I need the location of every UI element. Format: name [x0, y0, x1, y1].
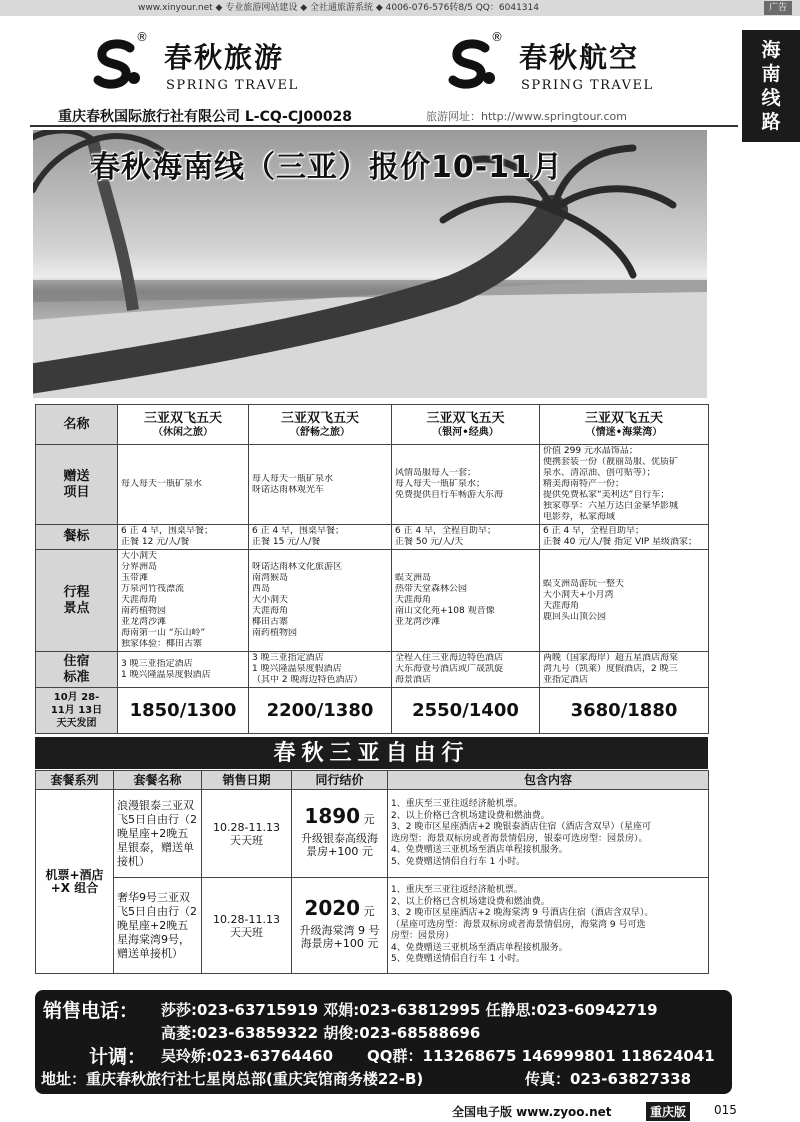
- free-package-name: 奢华9号三亚双飞5日自由行（2晚星座+2晚五星海棠湾9号，赠送单接机）: [114, 878, 202, 974]
- company-name: 重庆春秋国际旅行社有限公司 L-CQ-CJ00028: [58, 109, 353, 125]
- package-name: 三亚双飞五天: [426, 411, 505, 426]
- sale-date-range: 10.28-11.13: [213, 912, 280, 926]
- cell-line: 分界洲岛: [121, 562, 158, 572]
- departure-dates: [36, 688, 118, 734]
- cell-line: 每人每天一瓶矿泉水；: [395, 479, 486, 489]
- cell-line: 5、免费赠送情侣自行车 1 小时。: [391, 954, 526, 965]
- cell-line: 免费提供自行车畅游大东海: [395, 490, 504, 500]
- cell-line: 价值 299 元水晶饰品；: [543, 446, 638, 456]
- cell-line: 3 晚三亚指定酒店: [121, 658, 193, 669]
- hotel-cell: [540, 652, 709, 688]
- cell-line: 亚指定酒店: [543, 675, 589, 685]
- hotel-cell: [392, 652, 540, 688]
- upgrade-line: 升级海棠湾 9 号: [299, 923, 380, 937]
- package-subtitle: （休闲之旅）: [153, 427, 213, 438]
- sale-date: [202, 878, 292, 974]
- cell-line: 3、2 晚市区星座酒店+2 晚海棠湾 9 号酒店住宿（酒店含双早）。: [391, 908, 654, 919]
- cell-line: 正餐 50 元/人/天: [395, 537, 464, 547]
- section-tab-char: 路: [761, 111, 781, 133]
- cell-line: 5、免费赠送情侣自行车 1 小时。: [391, 856, 526, 867]
- cell-line: 玉带滩: [121, 573, 149, 583]
- cell-line: 天涯海角: [252, 606, 289, 616]
- cell-line: 天涯海角: [121, 595, 158, 605]
- table-row: [36, 790, 709, 878]
- cell-line: 南湾猴岛: [252, 573, 289, 583]
- fax: 传真：023-63827338: [525, 1070, 692, 1088]
- cell-line: 鹿回头山顶公园: [543, 611, 607, 622]
- cell-line: 热带天堂森林公园: [395, 584, 468, 594]
- cell-line: 泉水、清凉油、创可贴等）；: [543, 468, 656, 478]
- cell-line: 4、免费赠送三亚机场至酒店单程接机服务。: [391, 942, 568, 953]
- section-tab-char: 南: [761, 63, 781, 85]
- table-row: [36, 688, 709, 734]
- sales-phone-label: 销售电话：: [43, 1000, 139, 1022]
- package-subtitle: （情迷•海棠湾）: [585, 427, 663, 438]
- cell-line: 1、重庆至三亚往返经济舱机票。: [391, 799, 523, 809]
- meal-cell: [118, 525, 249, 550]
- spring-travel-logo: [90, 30, 330, 94]
- sales-phones-line[interactable]: 高菱:023-63859322 胡俊:023-68588696: [161, 1024, 481, 1042]
- page-number: 015: [714, 1103, 737, 1117]
- row-label-line: 10月 28-: [53, 692, 100, 703]
- cell-line: 正餐 40 元/人/餐 指定 VIP 星级酒家；: [543, 537, 698, 547]
- meal-cell: [249, 525, 392, 550]
- cell-line: 大小洞天+小月湾: [543, 589, 614, 600]
- row-label-line: 天天发团: [56, 718, 97, 729]
- spring-air-logo: [445, 30, 685, 94]
- logo-cn-name: 春秋航空: [519, 41, 640, 74]
- cell-line: 正餐 15 元/人/餐: [252, 537, 321, 547]
- column-header: 套餐名称: [114, 771, 202, 790]
- cell-line: 3、2 晚市区星座酒店+2 晚银泰酒店住宿（酒店含双早）（星座可: [391, 822, 651, 832]
- cell-line: 2、以上价格已含机场建设费和燃油费。: [391, 896, 550, 907]
- spring-logo-icon: [445, 38, 499, 92]
- cell-line: 大小洞天: [252, 595, 289, 605]
- gift-cell: [118, 445, 249, 525]
- package-header: [118, 405, 249, 445]
- table-row: [36, 550, 709, 652]
- row-label-line: 赠送: [63, 468, 90, 484]
- cell-line: 6 正 4 早，围桌早餐；: [121, 526, 214, 536]
- header-divider: [30, 125, 738, 127]
- row-label-line: 行程: [63, 584, 90, 600]
- cell-line: 房型：园景房）: [391, 931, 455, 942]
- package-price: 2550/1400: [392, 688, 540, 734]
- table-row: [36, 878, 709, 974]
- cell-line: 1、重庆至三亚往返经济舱机票。: [391, 885, 523, 896]
- registered-mark: ®: [491, 30, 503, 44]
- trade-price: [292, 790, 388, 878]
- cell-line: 蜈支洲岛游玩一整天: [543, 578, 625, 589]
- row-label-line: 项目: [63, 484, 90, 500]
- cell-line: 提供免费私家“美利达”自行车；: [543, 490, 670, 500]
- cell-line: 风情岛服每人一套；: [395, 468, 477, 478]
- table-row: [36, 445, 709, 525]
- row-label-line: 标准: [63, 669, 90, 685]
- cell-line: 椰田古寨: [252, 617, 289, 627]
- price-value: 1890: [304, 803, 361, 828]
- cell-line: 海南第一山 “东山岭”: [121, 628, 206, 638]
- cell-line: （其中 2 晚海边特色酒店）: [252, 675, 363, 685]
- package-price-table: [35, 404, 709, 734]
- sights-cell: [249, 550, 392, 652]
- column-header: 同行结价: [292, 771, 388, 790]
- cell-line: 6 正 4 早，全程自助早；: [395, 526, 497, 536]
- cell-line: 精美海南特产一份；: [543, 479, 625, 489]
- cell-line: 两晚（国家海岸）超五星酒店海棠: [543, 653, 679, 663]
- section-tab-char: 海: [761, 39, 781, 61]
- package-price: 3680/1880: [540, 688, 709, 734]
- sale-date-frequency: 天天班: [230, 833, 263, 847]
- row-label-line: 住宿: [63, 653, 90, 669]
- column-header: 套餐系列: [36, 771, 114, 790]
- row-label-line: 11月 13日: [50, 705, 103, 716]
- trade-price: [292, 878, 388, 974]
- gift-cell: [249, 445, 392, 525]
- row-label-hotel: [36, 652, 118, 688]
- cell-line: 每人每天一瓶矿泉水: [121, 479, 203, 489]
- upgrade-line: 升级银泰高级海: [301, 831, 378, 845]
- table-row: [36, 652, 709, 688]
- planner-phone[interactable]: 吴玲娇:023-63764460: [161, 1047, 334, 1065]
- cell-line: 湾九号（凯莱）度假酒店，2 晚三: [543, 664, 678, 674]
- cell-line: 南山文化苑+108 观音像: [395, 606, 495, 616]
- package-subtitle: （舒畅之旅）: [290, 427, 350, 438]
- hotel-cell: [249, 652, 392, 688]
- address: 地址：重庆春秋旅行社七星岗总部(重庆宾馆商务楼22-B): [41, 1070, 424, 1088]
- sales-phones-line[interactable]: 莎莎:023-63715919 邓娟:023-63812995 任静思:023-60942719: [161, 1001, 658, 1019]
- package-series: 机票+酒店+X 组合: [36, 790, 114, 974]
- cell-line: 天涯海角: [543, 600, 580, 611]
- cell-line: 独家体验：椰田古寨: [121, 639, 203, 649]
- qq-groups[interactable]: QQ群：113268675 146999801 118624041: [367, 1047, 715, 1065]
- logo-en-name: SPRING TRAVEL: [521, 78, 654, 93]
- cell-line: 大东海壹号酒店或广晟凯旋: [395, 664, 504, 674]
- meal-cell: [392, 525, 540, 550]
- cell-line: 海景酒店: [395, 675, 432, 685]
- row-label-sights: [36, 550, 118, 652]
- hero-title: 春秋海南线（三亚）报价10-11月: [90, 150, 563, 185]
- package-subtitle: （银河•经典）: [432, 427, 499, 438]
- sale-date-frequency: 天天班: [230, 925, 263, 939]
- cell-line: 南药植物园: [252, 628, 298, 638]
- cell-line: 电影券，私家海域: [543, 512, 616, 522]
- cell-line: 呀诺达雨林文化旅游区: [252, 562, 343, 572]
- cell-line: 正餐 12 元/人/餐: [121, 537, 190, 547]
- top-ad-text: www.xinyour.net ◆ 专业旅游网站建设 ◆ 全社通旅游系统 ◆ 4006-076-576转8/5 QQ：6041314: [138, 3, 539, 13]
- cell-line: 每人每天一瓶矿泉水: [252, 473, 334, 484]
- cell-line: 蜈支洲岛: [395, 573, 432, 583]
- cell-line: 6 正 4 早，围桌早餐；: [252, 526, 345, 536]
- section-tab-char: 线: [761, 87, 781, 109]
- row-label-name: 名称: [36, 405, 118, 445]
- cell-line: 呀诺达雨林观光车: [252, 484, 325, 495]
- package-name: 三亚双飞五天: [280, 411, 359, 426]
- gift-cell: [540, 445, 709, 525]
- free-package-name: 浪漫银泰三亚双飞5日自由行（2晚星座+2晚五星银泰，赠送单接机）: [114, 790, 202, 878]
- column-header: 包含内容: [388, 771, 709, 790]
- free-travel-table: [35, 770, 709, 974]
- package-name: 三亚双飞五天: [584, 411, 663, 426]
- top-ad-strip: [0, 0, 800, 16]
- logo-en-name: SPRING TRAVEL: [166, 78, 299, 93]
- hotel-cell: [118, 652, 249, 688]
- ad-tag: 广告: [764, 1, 792, 15]
- cell-line: 6 正 4 早，全程自助早；: [543, 526, 645, 536]
- spring-logo-icon: [90, 38, 144, 92]
- section-tab-label: [742, 38, 800, 134]
- cell-line: （星座可选房型：海景双标房或者海景情侣房，海棠湾 9 号可选: [391, 919, 646, 930]
- cell-line: 亚龙湾沙滩: [121, 617, 167, 627]
- cell-line: 3 晚三亚指定酒店: [252, 653, 324, 663]
- sights-cell: [540, 550, 709, 652]
- cell-line: 全程入住三亚海边特色酒店: [395, 653, 504, 663]
- cell-line: 2、以上价格已含机场建设费和燃油费。: [391, 810, 550, 821]
- cell-line: 大小洞天: [121, 551, 158, 561]
- sights-cell: [118, 550, 249, 652]
- price-unit: 元: [363, 812, 375, 826]
- sights-cell: [392, 550, 540, 652]
- cell-line: 天涯海角: [395, 595, 432, 605]
- planner-label: 计调：: [89, 1046, 147, 1068]
- cell-line: 万泉河竹筏漂流: [121, 584, 185, 594]
- cell-line: 1 晚兴隆温泉度假酒店: [252, 664, 342, 674]
- sale-date: [202, 790, 292, 878]
- meal-cell: [540, 525, 709, 550]
- package-header: [392, 405, 540, 445]
- free-travel-banner: 春秋三亚自由行: [35, 737, 708, 769]
- includes-cell: [388, 878, 709, 974]
- cell-line: 南药植物园: [121, 606, 167, 616]
- cell-line: 4、免费赠送三亚机场至酒店单程接机服务。: [391, 845, 568, 855]
- package-header: [249, 405, 392, 445]
- cell-line: 1 晚兴隆温泉度假酒店: [121, 669, 211, 680]
- cell-line: 亚龙湾沙滩: [395, 617, 441, 627]
- upgrade-line: 景房+100 元: [306, 844, 373, 858]
- column-header: 销售日期: [202, 771, 292, 790]
- table-row: [36, 525, 709, 550]
- footer-edition[interactable]: 全国电子版 www.zyoo.net: [452, 1105, 612, 1119]
- row-label-gift: [36, 445, 118, 525]
- table-header-row: [36, 771, 709, 790]
- website-url[interactable]: 旅游网址：http://www.springtour.com: [426, 110, 627, 123]
- registered-mark: ®: [136, 30, 148, 44]
- package-name: 三亚双飞五天: [143, 411, 222, 426]
- cell-line: 便携套装一份（靓丽岛服、优质矿: [543, 457, 679, 467]
- row-label-meal: 餐标: [36, 525, 118, 550]
- table-row: [36, 405, 709, 445]
- sale-date-range: 10.28-11.13: [213, 820, 280, 834]
- contact-block: [35, 990, 732, 1094]
- package-price: 2200/1380: [249, 688, 392, 734]
- section-tab: [742, 30, 800, 142]
- cell-line: 选房型：海景双标房或者海景情侣房，银泰可选房型：园景房）。: [391, 833, 648, 844]
- upgrade-line: 海景房+100 元: [300, 936, 379, 950]
- includes-cell: [388, 790, 709, 878]
- cell-line: 独家尊享：六星万达白金豪华影城: [543, 501, 679, 511]
- gift-cell: [392, 445, 540, 525]
- row-label-line: 景点: [63, 600, 90, 616]
- logo-cn-name: 春秋旅游: [164, 41, 285, 74]
- package-price: 1850/1300: [118, 688, 249, 734]
- package-header: [540, 405, 709, 445]
- cell-line: 西岛: [252, 584, 271, 594]
- price-unit: 元: [363, 904, 375, 918]
- footer-city-badge: 重庆版: [646, 1102, 690, 1121]
- price-value: 2020: [304, 895, 361, 920]
